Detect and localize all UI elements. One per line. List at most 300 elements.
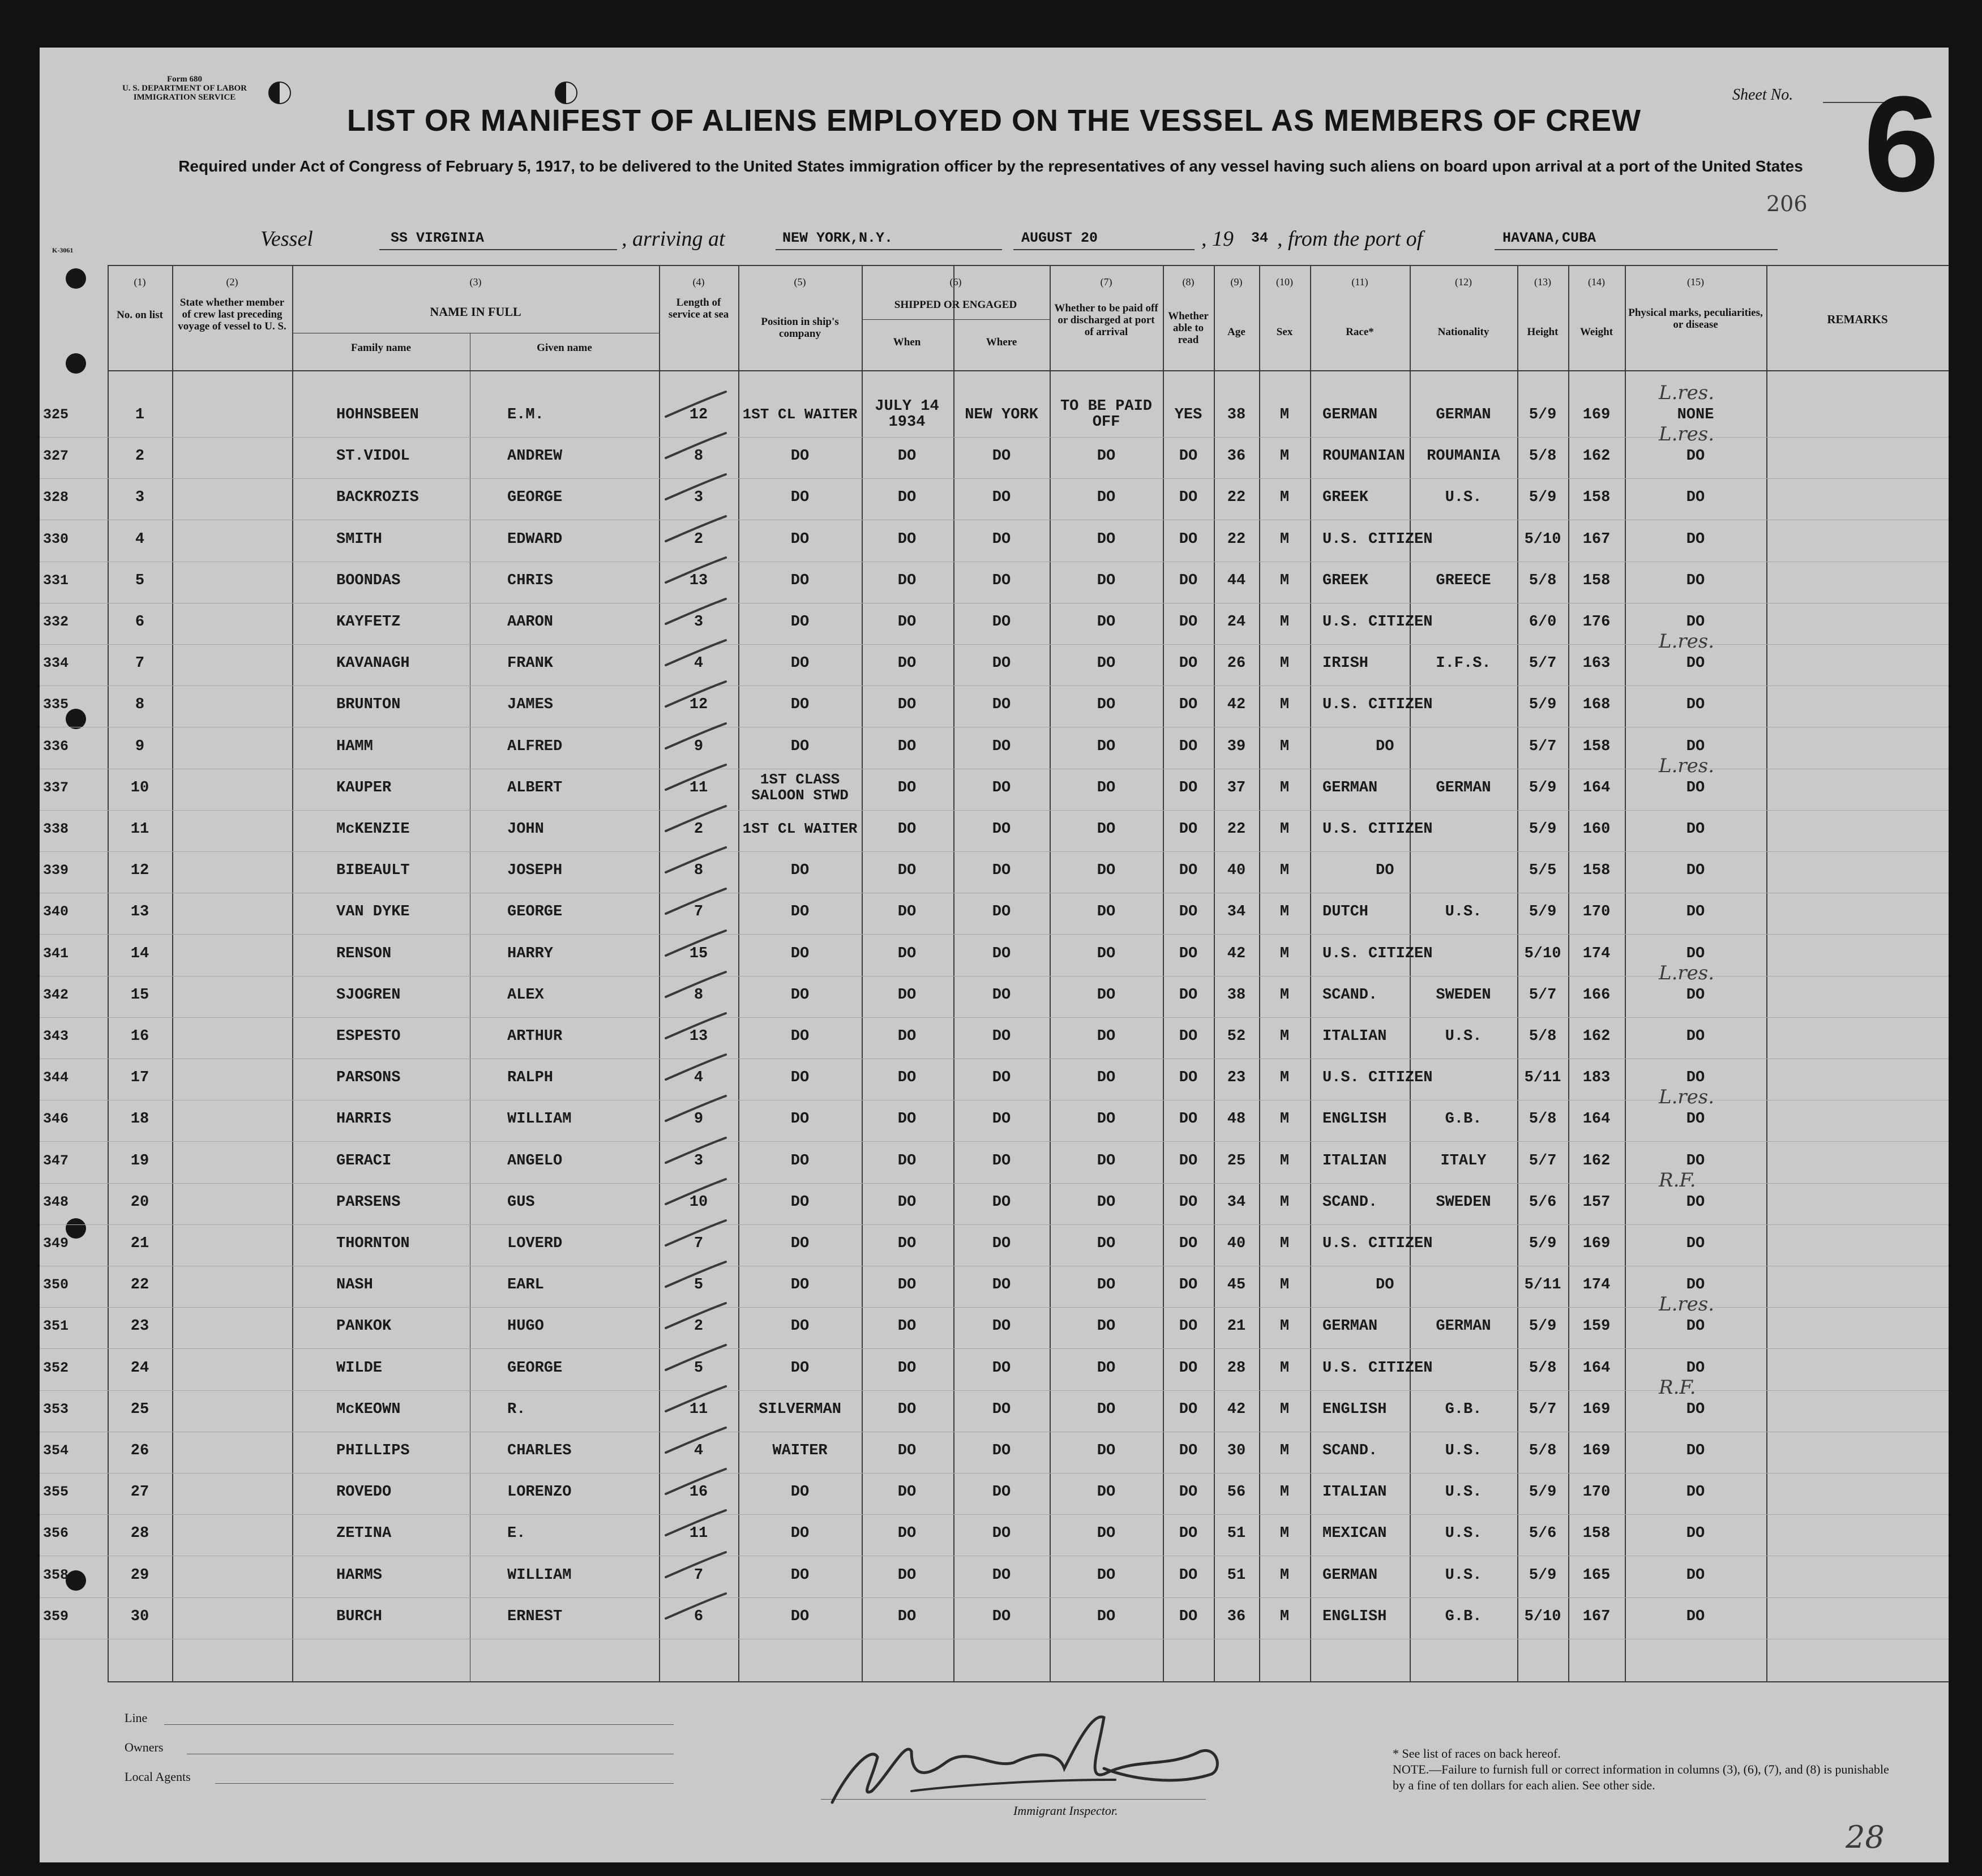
row-physical-marks: DO xyxy=(1686,779,1705,796)
row-nationality: GERMAN xyxy=(1436,1318,1491,1335)
row-length-service: 3 xyxy=(694,614,704,631)
row-list-number: 5 xyxy=(135,572,145,589)
row-sex: M xyxy=(1279,1566,1290,1584)
row-given-name: E.M. xyxy=(507,406,544,423)
row-race: U.S. CITIZEN xyxy=(1322,530,1433,548)
row-list-number: 19 xyxy=(130,1152,149,1170)
row-age: 45 xyxy=(1227,1277,1246,1294)
row-list-number: 30 xyxy=(130,1608,149,1625)
col-num-3: (3) xyxy=(469,276,482,288)
row-position: DO xyxy=(790,1566,810,1584)
row-position: DO xyxy=(790,1069,810,1087)
row-paid-off: DO xyxy=(1097,1608,1116,1625)
row-ref-number: 330 xyxy=(43,530,69,547)
row-family-name: KAUPER xyxy=(336,779,392,796)
row-physical-marks: DO xyxy=(1686,1069,1705,1087)
row-paid-off: DO xyxy=(1097,738,1116,755)
col-num-8: (8) xyxy=(1182,276,1195,288)
row-age: 52 xyxy=(1227,1028,1246,1045)
row-physical-marks: DO xyxy=(1686,1608,1705,1625)
row-nationality: SWEDEN xyxy=(1436,1193,1491,1211)
row-when: DO xyxy=(897,614,917,631)
row-where: DO xyxy=(992,738,1011,755)
row-family-name: HOHNSBEEN xyxy=(336,406,419,423)
row-where: DO xyxy=(992,530,1011,548)
row-physical-marks: DO xyxy=(1686,1525,1705,1543)
row-length-service: 7 xyxy=(694,903,704,921)
hdr-height: Height xyxy=(1527,326,1559,338)
row-physical-marks: DO xyxy=(1686,1318,1705,1335)
row-position: WAITER xyxy=(772,1442,828,1459)
row-family-name: NASH xyxy=(336,1277,373,1294)
row-given-name: WILLIAM xyxy=(507,1566,572,1584)
row-physical-marks: DO xyxy=(1686,696,1705,714)
row-able-read: DO xyxy=(1179,945,1198,962)
row-weight: 162 xyxy=(1582,1028,1611,1045)
row-given-name: HARRY xyxy=(507,945,554,962)
row-where: DO xyxy=(992,1566,1011,1584)
row-height: 5/9 xyxy=(1529,1235,1557,1252)
row-family-name: RENSON xyxy=(336,945,392,962)
row-age: 24 xyxy=(1227,614,1246,631)
hdr-weight: Weight xyxy=(1579,326,1613,338)
row-list-number: 22 xyxy=(130,1277,149,1294)
row-when: DO xyxy=(897,1318,917,1335)
row-when: DO xyxy=(897,448,917,465)
row-list-number: 9 xyxy=(135,738,145,755)
row-nationality: U.S. xyxy=(1445,1525,1482,1543)
row-when: DO xyxy=(897,572,917,589)
row-race: GREEK xyxy=(1322,572,1369,589)
row-list-number: 25 xyxy=(130,1400,149,1418)
row-given-name: JOHN xyxy=(507,821,544,838)
row-paid-off: DO xyxy=(1097,1318,1116,1335)
row-where: DO xyxy=(992,1277,1011,1294)
row-weight: 183 xyxy=(1582,1069,1611,1087)
row-sex: M xyxy=(1279,1152,1290,1170)
row-family-name: THORNTON xyxy=(336,1235,410,1252)
row-age: 40 xyxy=(1227,862,1246,880)
row-nationality: U.S. xyxy=(1445,1484,1482,1501)
row-paid-off: DO xyxy=(1097,945,1116,962)
row-able-read: DO xyxy=(1179,779,1198,796)
row-able-read: DO xyxy=(1179,1069,1198,1087)
row-race: U.S. CITIZEN xyxy=(1322,821,1433,838)
row-length-service: 12 xyxy=(689,696,708,714)
arriving-port: NEW YORK,N.Y. xyxy=(782,230,893,246)
row-paid-off: DO xyxy=(1097,986,1116,1004)
row-nationality: G.B. xyxy=(1445,1111,1482,1128)
row-ref-number: 340 xyxy=(43,903,69,920)
row-when: DO xyxy=(897,738,917,755)
row-physical-marks: DO xyxy=(1686,1442,1705,1459)
page-subtitle: Required under Act of Congress of February 5, 1917, to be delivered to the United States immigration officer by the representatives of any vessel having such aliens on board upon arrival at a port of the United States xyxy=(178,157,1803,175)
row-list-number: 4 xyxy=(135,530,145,548)
footer-note-races: * See list of races on back hereof. xyxy=(1393,1746,1561,1761)
row-length-service: 12 xyxy=(689,406,708,423)
row-when: DO xyxy=(897,986,917,1004)
row-physical-marks: NONE xyxy=(1677,406,1714,423)
row-paid-off: DO xyxy=(1097,1566,1116,1584)
row-sex: M xyxy=(1279,530,1290,548)
row-length-service: 11 xyxy=(689,1400,708,1418)
row-ref-number: 358 xyxy=(43,1566,69,1583)
row-able-read: DO xyxy=(1179,1525,1198,1543)
row-nationality: G.B. xyxy=(1445,1608,1482,1625)
row-age: 51 xyxy=(1227,1525,1246,1543)
row-age: 38 xyxy=(1227,406,1246,423)
inspector-label: Immigrant Inspector. xyxy=(1013,1804,1118,1818)
row-length-service: 7 xyxy=(694,1235,704,1252)
row-paid-off: DO xyxy=(1097,530,1116,548)
row-list-number: 16 xyxy=(130,1028,149,1045)
row-given-name: ERNEST xyxy=(507,1608,563,1625)
row-ref-number: 352 xyxy=(43,1359,69,1376)
row-family-name: BURCH xyxy=(336,1608,383,1625)
row-ref-number: 353 xyxy=(43,1400,69,1417)
row-weight: 170 xyxy=(1582,1484,1611,1501)
row-given-name: HUGO xyxy=(507,1318,544,1335)
row-length-service: 4 xyxy=(694,1069,704,1087)
row-ref-number: 351 xyxy=(43,1318,69,1335)
row-ref-number: 338 xyxy=(43,821,69,837)
row-able-read: DO xyxy=(1179,530,1198,548)
hdr-physical: Physical marks, peculiarities, or disease xyxy=(1628,307,1763,331)
row-family-name: BOONDAS xyxy=(336,572,401,589)
row-given-name: CHRIS xyxy=(507,572,554,589)
row-where: DO xyxy=(992,1359,1011,1377)
row-race: ENGLISH xyxy=(1322,1111,1387,1128)
form-department: U. S. DEPARTMENT OF LABOR xyxy=(122,84,247,93)
row-sex: M xyxy=(1279,986,1290,1004)
row-length-service: 13 xyxy=(689,572,708,589)
row-race: IRISH xyxy=(1322,655,1369,673)
row-list-number: 3 xyxy=(135,489,145,507)
row-position: DO xyxy=(790,1359,810,1377)
handwritten-annotation: L.res. xyxy=(1659,382,1715,404)
row-given-name: FRANK xyxy=(507,655,554,673)
row-length-service: 4 xyxy=(694,655,704,673)
row-paid-off: DO xyxy=(1097,1193,1116,1211)
row-weight: 163 xyxy=(1582,655,1611,673)
row-able-read: DO xyxy=(1179,1235,1198,1252)
row-sex: M xyxy=(1279,1400,1290,1418)
row-family-name: ROVEDO xyxy=(336,1484,392,1501)
row-position: 1ST CLASS SALOON STWD xyxy=(751,770,849,804)
row-weight: 167 xyxy=(1582,1608,1611,1625)
row-where: DO xyxy=(992,1235,1011,1252)
row-position: DO xyxy=(790,530,810,548)
hdr-paid-off: Whether to be paid off or discharged at port of arrival xyxy=(1054,302,1158,338)
row-ref-number: 332 xyxy=(43,614,69,630)
row-able-read: DO xyxy=(1179,1028,1198,1045)
row-when: DO xyxy=(897,1608,917,1625)
row-able-read: DO xyxy=(1179,1442,1198,1459)
row-position: DO xyxy=(790,489,810,507)
row-physical-marks: DO xyxy=(1686,1235,1705,1252)
row-able-read: DO xyxy=(1179,1111,1198,1128)
row-list-number: 21 xyxy=(130,1235,149,1252)
row-race: U.S. CITIZEN xyxy=(1322,945,1433,962)
row-ref-number: 325 xyxy=(43,406,69,423)
row-able-read: DO xyxy=(1179,1400,1198,1418)
row-able-read: DO xyxy=(1179,1277,1198,1294)
row-sex: M xyxy=(1279,903,1290,921)
row-paid-off: DO xyxy=(1097,572,1116,589)
row-list-number: 27 xyxy=(130,1484,149,1501)
row-ref-number: 334 xyxy=(43,655,69,672)
row-position: DO xyxy=(790,1277,810,1294)
row-able-read: YES xyxy=(1174,406,1202,423)
row-length-service: 16 xyxy=(689,1484,708,1501)
row-list-number: 7 xyxy=(135,655,145,673)
row-able-read: DO xyxy=(1179,738,1198,755)
row-height: 5/8 xyxy=(1529,1111,1557,1128)
row-weight: 169 xyxy=(1582,1400,1611,1418)
row-where: DO xyxy=(992,821,1011,838)
row-given-name: R. xyxy=(507,1400,526,1418)
row-age: 37 xyxy=(1227,779,1246,796)
row-race: ENGLISH xyxy=(1322,1608,1387,1625)
corner-page-number: 28 xyxy=(1846,1819,1885,1855)
row-race: U.S. CITIZEN xyxy=(1322,1359,1433,1377)
row-race: U.S. CITIZEN xyxy=(1322,1069,1433,1087)
footer-line-label: Line xyxy=(125,1711,148,1725)
year-suffix: 34 xyxy=(1251,230,1269,246)
row-race: GERMAN xyxy=(1322,406,1378,423)
row-height: 5/7 xyxy=(1529,1152,1557,1170)
row-given-name: ANGELO xyxy=(507,1152,563,1170)
row-paid-off: DO xyxy=(1097,655,1116,673)
row-weight: 162 xyxy=(1582,448,1611,465)
row-nationality: ROUMANIA xyxy=(1427,448,1500,465)
row-when: DO xyxy=(897,779,917,796)
handwritten-annotation: R.F. xyxy=(1659,1168,1696,1192)
row-length-service: 9 xyxy=(694,738,704,755)
row-height: 5/8 xyxy=(1529,1442,1557,1459)
row-position: DO xyxy=(790,1152,810,1170)
row-sex: M xyxy=(1279,655,1290,673)
row-height: 5/9 xyxy=(1529,821,1557,838)
row-height: 5/9 xyxy=(1529,696,1557,714)
row-position: DO xyxy=(790,1028,810,1045)
row-family-name: ESPESTO xyxy=(336,1028,401,1045)
row-weight: 169 xyxy=(1582,406,1611,423)
row-paid-off: DO xyxy=(1097,1484,1116,1501)
row-age: 30 xyxy=(1227,1442,1246,1459)
row-height: 6/0 xyxy=(1529,614,1557,631)
row-family-name: BRUNTON xyxy=(336,696,401,714)
row-nationality: G.B. xyxy=(1445,1400,1482,1418)
row-nationality: GERMAN xyxy=(1436,779,1491,796)
row-where: DO xyxy=(992,779,1011,796)
row-given-name: GEORGE xyxy=(507,903,563,921)
row-race: GERMAN xyxy=(1322,779,1378,796)
row-when: DO xyxy=(897,1111,917,1128)
row-height: 5/8 xyxy=(1529,448,1557,465)
row-length-service: 2 xyxy=(694,1318,704,1335)
row-given-name: E. xyxy=(507,1525,526,1543)
col-num-5: (5) xyxy=(794,276,806,288)
row-ref-number: 327 xyxy=(43,448,69,465)
row-given-name: RALPH xyxy=(507,1069,554,1087)
row-where: DO xyxy=(992,1608,1011,1625)
row-family-name: HARRIS xyxy=(336,1111,392,1128)
row-paid-off: TO BE PAID OFF xyxy=(1060,398,1153,431)
col-num-6: (6) xyxy=(949,276,962,288)
row-list-number: 6 xyxy=(135,614,145,631)
row-length-service: 8 xyxy=(694,862,704,880)
row-paid-off: DO xyxy=(1097,1525,1116,1543)
row-where: DO xyxy=(992,572,1011,589)
row-family-name: SMITH xyxy=(336,530,383,548)
arrival-date: AUGUST 20 xyxy=(1021,230,1098,246)
row-family-name: SJOGREN xyxy=(336,986,401,1004)
row-position: DO xyxy=(790,986,810,1004)
hdr-nationality: Nationality xyxy=(1437,326,1489,338)
row-weight: 169 xyxy=(1582,1442,1611,1459)
row-list-number: 10 xyxy=(130,779,149,796)
row-able-read: DO xyxy=(1179,986,1198,1004)
row-sex: M xyxy=(1279,945,1290,962)
row-age: 48 xyxy=(1227,1111,1246,1128)
row-weight: 158 xyxy=(1582,572,1611,589)
row-physical-marks: DO xyxy=(1686,448,1705,465)
row-age: 39 xyxy=(1227,738,1246,755)
row-position: DO xyxy=(790,696,810,714)
footer-agents-label: Local Agents xyxy=(125,1770,191,1784)
row-physical-marks: DO xyxy=(1686,1111,1705,1128)
row-sex: M xyxy=(1279,1359,1290,1377)
row-weight: 168 xyxy=(1582,696,1611,714)
row-height: 5/8 xyxy=(1529,572,1557,589)
row-given-name: ALBERT xyxy=(507,779,563,796)
hdr-shipped: SHIPPED OR ENGAGED xyxy=(894,299,1017,311)
row-age: 36 xyxy=(1227,448,1246,465)
row-when: DO xyxy=(897,1193,917,1211)
row-physical-marks: DO xyxy=(1686,1359,1705,1377)
row-where: DO xyxy=(992,1400,1011,1418)
row-sex: M xyxy=(1279,738,1290,755)
row-age: 25 xyxy=(1227,1152,1246,1170)
row-when: DO xyxy=(897,1400,917,1418)
row-paid-off: DO xyxy=(1097,862,1116,880)
row-paid-off: DO xyxy=(1097,1028,1116,1045)
row-where: DO xyxy=(992,1318,1011,1335)
row-position: 1ST CL WAITER xyxy=(742,820,858,837)
row-sex: M xyxy=(1279,1277,1290,1294)
row-where: DO xyxy=(992,489,1011,507)
row-ref-number: 349 xyxy=(43,1235,69,1252)
col-num-11: (11) xyxy=(1351,276,1368,288)
row-when: DO xyxy=(897,489,917,507)
row-able-read: DO xyxy=(1179,862,1198,880)
row-age: 42 xyxy=(1227,696,1246,714)
row-weight: 157 xyxy=(1582,1193,1611,1211)
row-weight: 160 xyxy=(1582,821,1611,838)
footer-owners-label: Owners xyxy=(125,1740,164,1754)
row-race: DO xyxy=(1376,1277,1394,1294)
row-physical-marks: DO xyxy=(1686,862,1705,880)
row-paid-off: DO xyxy=(1097,821,1116,838)
row-when: DO xyxy=(897,1152,917,1170)
vessel-label: Vessel xyxy=(260,227,313,251)
row-age: 26 xyxy=(1227,655,1246,673)
row-able-read: DO xyxy=(1179,1318,1198,1335)
row-given-name: GUS xyxy=(507,1193,535,1211)
row-weight: 158 xyxy=(1582,489,1611,507)
footer-note-fine: NOTE.—Failure to furnish full or correct information in columns (3), (6), (7), and (8) is punishable by a fine of ten dollars for each alien. See other side. xyxy=(1393,1762,1889,1792)
row-able-read: DO xyxy=(1179,614,1198,631)
row-physical-marks: DO xyxy=(1686,945,1705,962)
row-family-name: HAMM xyxy=(336,738,373,755)
side-code: K-3061 xyxy=(52,246,74,254)
row-ref-number: 355 xyxy=(43,1484,69,1501)
row-sex: M xyxy=(1279,1028,1290,1045)
row-paid-off: DO xyxy=(1097,1400,1116,1418)
col-num-14: (14) xyxy=(1588,276,1605,288)
stamp-number: 206 xyxy=(1766,191,1808,216)
handwritten-annotation: L.res. xyxy=(1659,423,1715,446)
sheet-number: 6 xyxy=(1864,68,1940,220)
row-race: GERMAN xyxy=(1322,1318,1378,1335)
row-ref-number: 331 xyxy=(43,572,69,589)
row-where: DO xyxy=(992,986,1011,1004)
row-list-number: 14 xyxy=(130,945,149,962)
row-weight: 164 xyxy=(1582,779,1611,796)
hdr-remarks: REMARKS xyxy=(1827,312,1888,326)
row-family-name: PANKOK xyxy=(336,1318,392,1335)
row-height: 5/9 xyxy=(1529,1318,1557,1335)
row-length-service: 3 xyxy=(694,1152,704,1170)
row-nationality: SWEDEN xyxy=(1436,986,1491,1004)
row-when: DO xyxy=(897,530,917,548)
row-nationality: U.S. xyxy=(1445,489,1482,507)
row-age: 42 xyxy=(1227,1400,1246,1418)
col-num-4: (4) xyxy=(692,276,705,288)
row-family-name: BACKROZIS xyxy=(336,489,419,507)
row-where: DO xyxy=(992,1525,1011,1543)
col-num-7: (7) xyxy=(1100,276,1112,288)
row-race: DO xyxy=(1376,738,1394,755)
col-num-15: (15) xyxy=(1687,276,1704,288)
row-weight: 170 xyxy=(1582,903,1611,921)
row-age: 28 xyxy=(1227,1359,1246,1377)
row-nationality: U.S. xyxy=(1445,1442,1482,1459)
row-ref-number: 344 xyxy=(43,1069,69,1086)
row-given-name: EARL xyxy=(507,1277,544,1294)
row-weight: 164 xyxy=(1582,1359,1611,1377)
row-able-read: DO xyxy=(1179,1152,1198,1170)
row-weight: 169 xyxy=(1582,1235,1611,1252)
row-nationality: GREECE xyxy=(1436,572,1491,589)
row-position: DO xyxy=(790,1235,810,1252)
row-given-name: ALFRED xyxy=(507,738,563,755)
col-num-1: (1) xyxy=(134,276,146,288)
row-when: DO xyxy=(897,1525,917,1543)
row-where: DO xyxy=(992,655,1011,673)
row-position: DO xyxy=(790,572,810,589)
row-paid-off: DO xyxy=(1097,1359,1116,1377)
row-weight: 159 xyxy=(1582,1318,1611,1335)
row-height: 5/10 xyxy=(1524,945,1561,962)
hdr-able-read: Whether able to read xyxy=(1168,310,1209,346)
row-given-name: LOVERD xyxy=(507,1235,563,1252)
row-family-name: GERACI xyxy=(336,1152,392,1170)
row-physical-marks: DO xyxy=(1686,1400,1705,1418)
row-list-number: 17 xyxy=(130,1069,149,1087)
row-when: DO xyxy=(897,1442,917,1459)
